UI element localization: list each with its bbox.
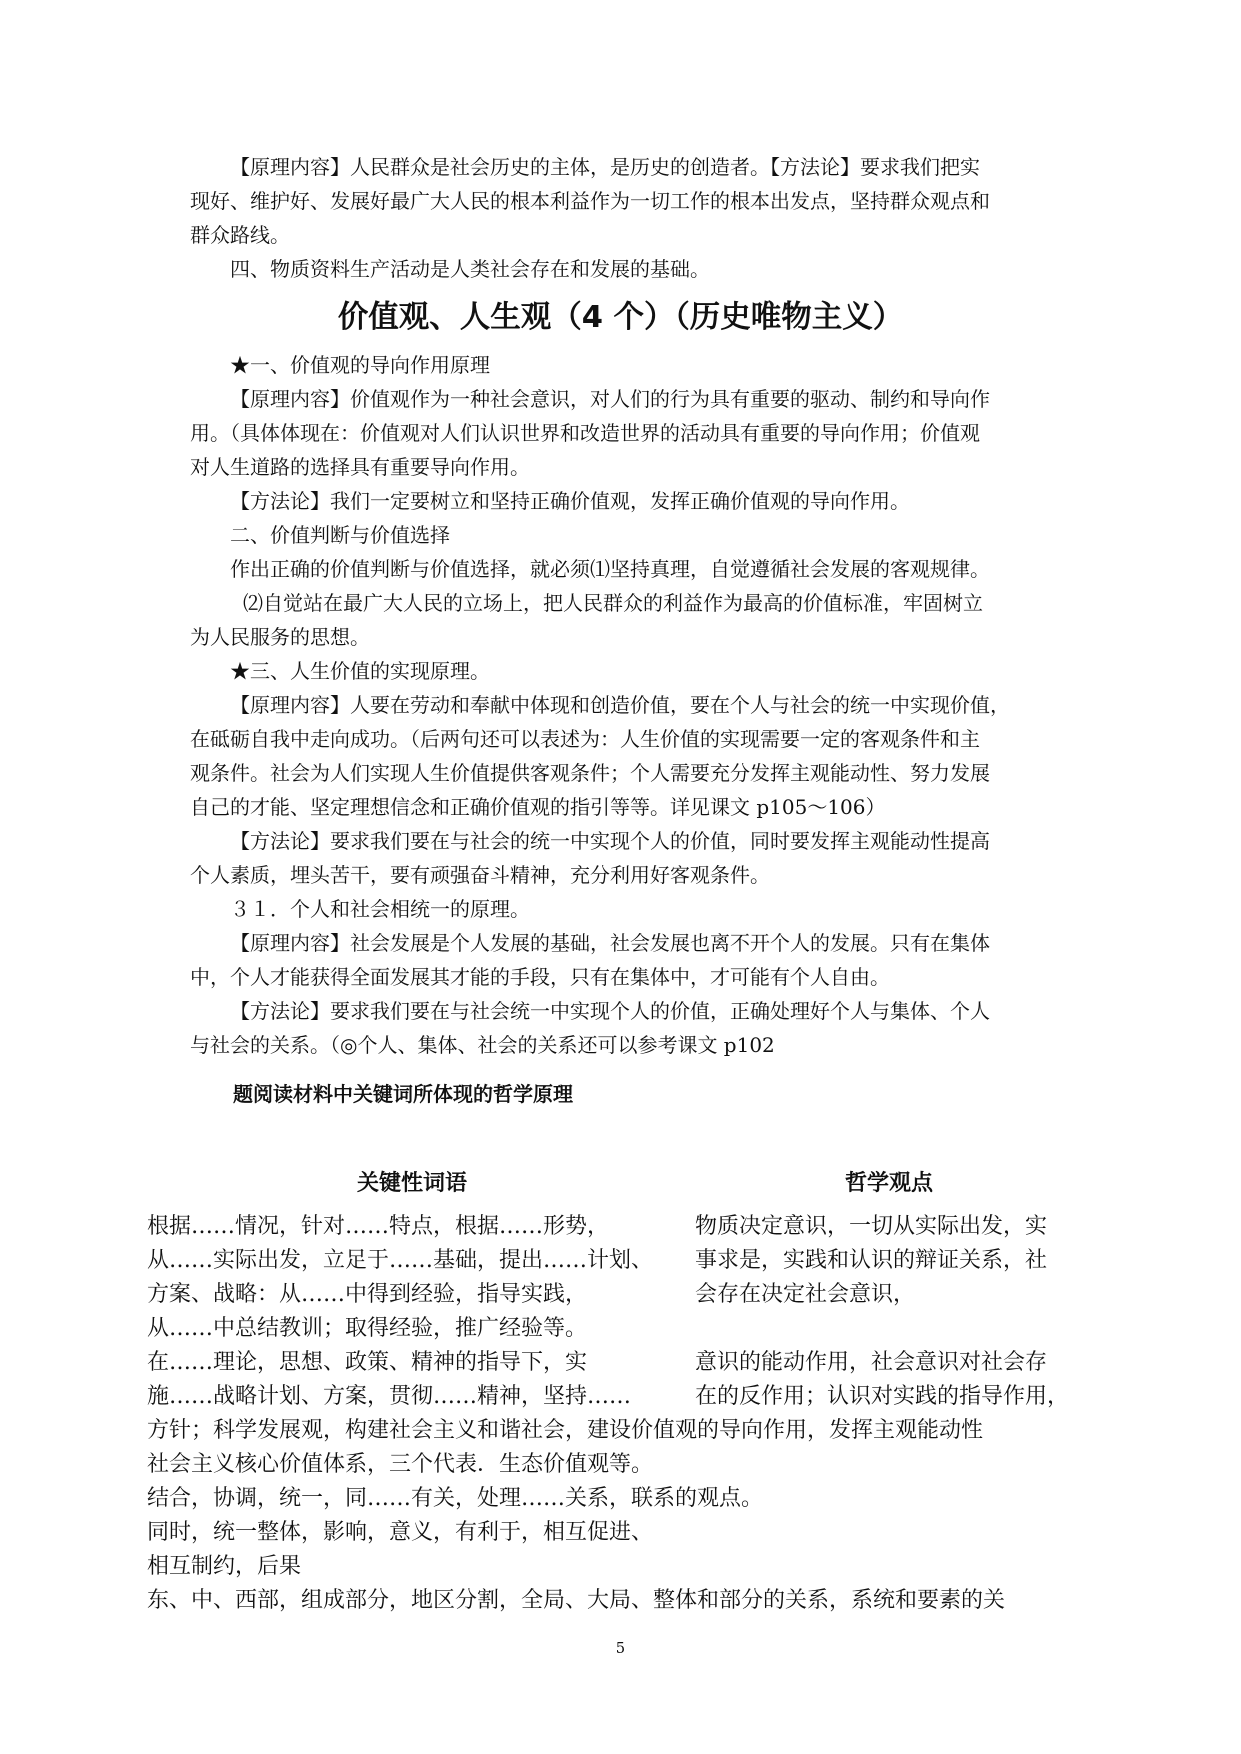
table-cell: 社会主义核心价值体系，三个代表．生态价值观等。: [147, 1452, 654, 1477]
paragraph-line: 在砥砺自我中走向成功。（后两句还可以表述为：人生价值的实现需要一定的客观条件和主: [190, 727, 980, 751]
table-cell: 事求是，实践和认识的辩证关系，社: [695, 1248, 1048, 1273]
column-header-viewpoints: 哲学观点: [845, 1171, 934, 1196]
table-cell: 从……实际出发，立足于……基础，提出……计划、: [147, 1248, 654, 1273]
table-cell: 根据……情况，针对……特点，根据……形势，: [147, 1214, 610, 1239]
paragraph-line: 中，个人才能获得全面发展其才能的手段，只有在集体中，才可能有个人自由。: [190, 965, 890, 989]
paragraph-line: 【原理内容】人要在劳动和奉献中体现和创造价值，要在个人与社会的统一中实现价值，: [230, 693, 1010, 717]
paragraph-line: 观条件。社会为人们实现人生价值提供客观条件；个人需要充分发挥主观能动性、努力发展: [190, 761, 990, 785]
paragraph-line: 作出正确的价值判断与价值选择，就必须⑴坚持真理，自觉遵循社会发展的客观规律。: [230, 557, 990, 581]
paragraph-line: 【方法论】要求我们要在与社会的统一中实现个人的价值，同时要发挥主观能动性提高: [230, 829, 990, 853]
table-cell: 相互制约，后果: [147, 1554, 302, 1579]
table-cell: 在的反作用；认识对实践的指导作用，: [695, 1384, 1070, 1409]
paragraph-line: 与社会的关系。（◎个人、集体、社会的关系还可以参考课文 p102: [190, 1033, 775, 1057]
paragraph-line: ⑵自觉站在最广大人民的立场上，把人民群众的利益作为最高的价值标准，牢固树立: [243, 591, 983, 615]
subheading: 题阅读材料中关键词所体现的哲学原理: [233, 1082, 573, 1106]
column-header-keywords: 关键性词语: [357, 1171, 468, 1196]
page-number: 5: [615, 1640, 626, 1657]
paragraph-line: 个人素质，埋头苦干，要有顽强奋斗精神，充分利用好客观条件。: [190, 863, 770, 887]
table-cell: 在……理论，思想、政策、精神的指导下，实: [147, 1350, 588, 1375]
paragraph-line: 【方法论】要求我们要在与社会统一中实现个人的价值，正确处理好个人与集体、个人: [230, 999, 990, 1023]
section-heading: ★一、价值观的导向作用原理: [230, 353, 490, 377]
paragraph-line: 对人生道路的选择具有重要导向作用。: [190, 455, 530, 479]
table-cell: 从……中总结教训；取得经验，推广经验等。: [147, 1316, 588, 1341]
section-heading: ３１．个人和社会相统一的原理。: [230, 897, 530, 921]
paragraph-line: 【原理内容】价值观作为一种社会意识，对人们的行为具有重要的驱动、制约和导向作: [230, 387, 990, 411]
table-cell: 方针；科学发展观，构建社会主义和谐社会，建设价值观的导向作用，发挥主观能动性: [147, 1418, 984, 1443]
table-cell: 东、中、西部，组成部分，地区分割，全局、大局、整体和部分的关系，系统和要素的关: [147, 1588, 1006, 1613]
paragraph-line: 自己的才能、坚定理想信念和正确价值观的指引等等。详见课文 p105～106）: [190, 795, 886, 819]
section-heading: 二、价值判断与价值选择: [230, 523, 450, 547]
table-cell: 物质决定意识，一切从实际出发，实: [695, 1214, 1048, 1239]
paragraph-line: 【方法论】我们一定要树立和坚持正确价值观，发挥正确价值观的导向作用。: [230, 489, 910, 513]
paragraph-line: 【原理内容】社会发展是个人发展的基础，社会发展也离不开个人的发展。只有在集体: [230, 931, 990, 955]
paragraph-line: 现好、维护好、发展好最广大人民的根本利益作为一切工作的根本出发点，坚持群众观点和: [190, 189, 990, 213]
section-heading: ★三、人生价值的实现原理。: [230, 659, 490, 683]
paragraph-line: 四、物质资料生产活动是人类社会存在和发展的基础。: [230, 257, 710, 281]
paragraph-line: 【原理内容】人民群众是社会历史的主体，是历史的创造者。【方法论】要求我们把实: [230, 155, 980, 179]
table-cell: 会存在决定社会意识，: [695, 1282, 916, 1307]
table-cell: 同时，统一整体，影响，意义，有利于，相互促进、: [147, 1520, 654, 1545]
table-cell: 结合，协调，统一，同……有关，处理……关系，联系的观点。: [147, 1486, 764, 1511]
page-title: 价值观、人生观（4 个）（历史唯物主义）: [337, 300, 904, 335]
paragraph-line: 群众路线。: [190, 223, 290, 247]
table-cell: 施……战略计划、方案，贯彻……精神，坚持……: [147, 1384, 632, 1409]
paragraph-line: 为人民服务的思想。: [190, 625, 370, 649]
paragraph-line: 用。（具体体现在：价值观对人们认识世界和改造世界的活动具有重要的导向作用；价值观: [190, 421, 980, 445]
table-cell: 意识的能动作用，社会意识对社会存: [695, 1350, 1048, 1375]
table-cell: 方案、战略：从……中得到经验，指导实践，: [147, 1282, 588, 1307]
